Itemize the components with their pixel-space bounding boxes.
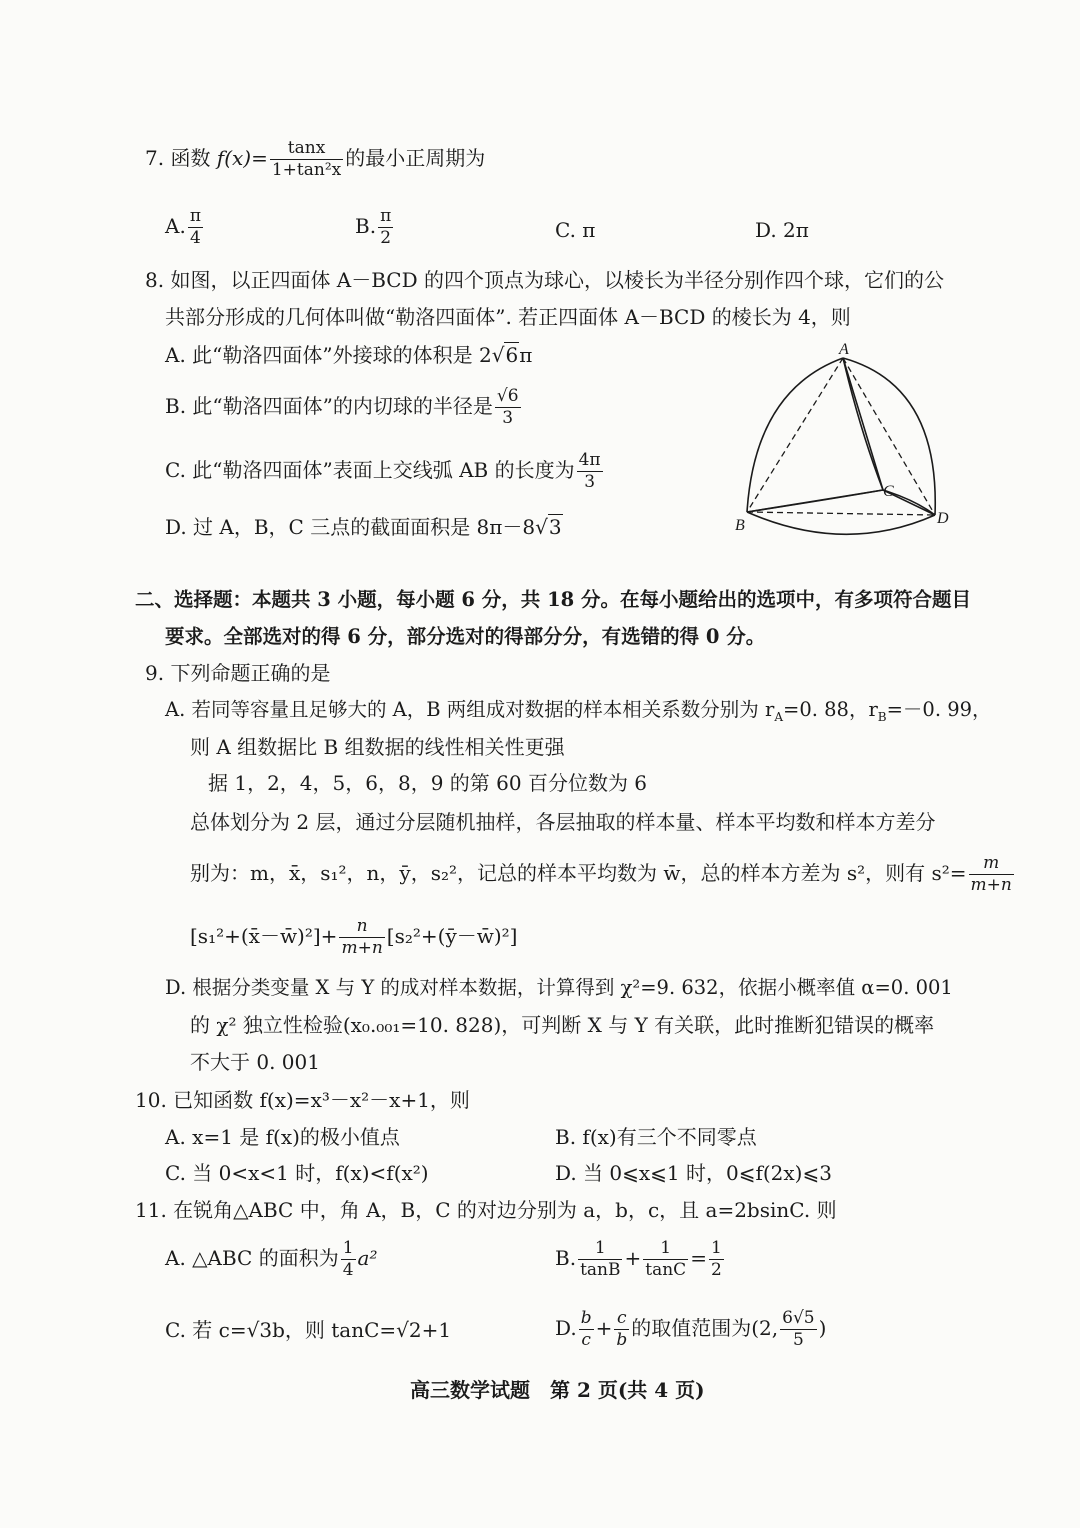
page-footer: 高三数学试题 第 2 页(共 4 页) <box>410 1378 705 1402</box>
q11-option-a: A. △ABC 的面积为 $\frac{1}{4}$ a² <box>165 1238 378 1280</box>
edge-ab <box>747 358 843 512</box>
q11-option-d: D. $\frac{b}{c}$ + $\frac{c}{b}$ 的取值范围为(2, $\frac{6√5}{5}$ ) <box>555 1308 827 1350</box>
q9-option-c-line-2: 别为：m，x̄，s₁²，n，ȳ，s₂²，记总的样本平均数为 w̄，总的样本方差为 s²，则有 s²= $\frac{m}{m+n}$ <box>190 853 1012 895</box>
vertex-label-b: B <box>735 517 745 534</box>
q8-option-a: A. 此“勒洛四面体”外接球的体积是 2√6π <box>165 343 533 367</box>
arc-bd <box>747 512 935 534</box>
q10-option-a: A. x=1 是 f(x)的极小值点 <box>165 1125 400 1149</box>
vertex-label-a: A <box>839 341 849 358</box>
q10-option-b: B. f(x)有三个不同零点 <box>555 1125 757 1149</box>
q8-line-2: 共部分形成的几何体叫做“勒洛四面体”. 若正四面体 A－BCD 的棱长为 4，则 <box>165 305 851 329</box>
vertex-label-c: C <box>883 483 894 500</box>
q9-option-d-line-3: 不大于 0. 001 <box>190 1050 320 1074</box>
q7-option-c: C. π <box>555 218 596 242</box>
q7-fraction: $\frac{\tan x}{\text{1+tan²x}}$ <box>271 138 342 180</box>
q9-option-d-line-1: D. 根据分类变量 X 与 Y 的成对样本数据，计算得到 χ²=9. 632，依据小概率值 α=0. 001 <box>165 976 953 999</box>
q11-stem: 11. 在锐角△ABC 中，角 A，B，C 的对边分别为 a，b，c，且 a=2bsinC. 则 <box>135 1198 837 1222</box>
q9-option-b: 据 1，2，4，5，6，8，9 的第 60 百分位数为 6 <box>208 771 648 795</box>
q10-option-d: D. 当 0⩽x⩽1 时，0⩽f(2x)⩽3 <box>555 1161 832 1185</box>
q9-option-a-line-2: 则 A 组数据比 B 组数据的线性相关性更强 <box>190 735 565 759</box>
q10-option-c: C. 当 0<x<1 时，f(x)<f(x²) <box>165 1161 429 1185</box>
edge-bd <box>747 512 935 515</box>
q8-option-d: D. 过 A，B，C 三点的截面面积是 8π－8√3 <box>165 515 562 539</box>
edge-ac <box>843 358 883 490</box>
q9-option-c-line-1: 总体划分为 2 层，通过分层随机抽样，各层抽取的样本量、样本平均数和样本方差分 <box>190 810 936 834</box>
reuleaux-tetrahedron-figure <box>735 340 960 540</box>
q7-option-b: B. $\frac{\pi}{2}$ <box>355 206 392 248</box>
q9-option-c-line-3: [s₁²+(x̄－w̄)²]+ $\frac{n}{m+n}$ [s₂²+(ȳ－w̄)²] <box>190 916 518 958</box>
reuleaux-tetrahedron-diagram <box>735 340 960 540</box>
q7-option-a: A. $\frac{\pi}{4}$ <box>165 206 201 248</box>
q11-option-b: B. $\frac{1}{\tan B}$ + $\frac{1}{\tan C}$ = $\frac{1}{2}$ <box>555 1238 722 1280</box>
q8-line-1: 8. 如图，以正四面体 A－BCD 的四个顶点为球心，以棱长为半径分别作四个球，它们的公 <box>145 268 945 292</box>
section-2-heading-line-2: 要求。全部选对的得 6 分，部分选对的得部分分，有选错的得 0 分。 <box>165 625 766 648</box>
q8-option-b: B. 此“勒洛四面体”的内切球的半径是 $\frac{√6}{3}$ <box>165 386 519 428</box>
q9-option-a-line-1: A. 若同等容量且足够大的 A，B 两组成对数据的样本相关系数分别为 $r_A=0$. 88，$r_B=-0$. 99， <box>165 698 992 724</box>
section-2-heading-line-1: 二、选择题：本题共 3 小题，每小题 6 分，共 18 分。在每小题给出的选项中，有多项符合题目 <box>135 588 972 611</box>
q9-option-d-line-2: 的 χ² 独立性检验(x₀.₀₀₁=10. 828)，可判断 X 与 Y 有关联，此时推断犯错误的概率 <box>190 1013 935 1037</box>
q7-stem: 7. 函数 f(x)= $\frac{\tan x}{\text{1+tan²x}}$ 的最小正周期为 <box>145 138 486 180</box>
q11-option-c: C. 若 c=√3b，则 tanC=√2+1 <box>165 1318 452 1342</box>
q8-option-c: C. 此“勒洛四面体”表面上交线弧 AB 的长度为 $\frac{4\pi}{3}$ <box>165 450 601 492</box>
q10-stem: 10. 已知函数 f(x)=x³－x²－x+1，则 <box>135 1088 470 1112</box>
edge-bc <box>747 490 883 512</box>
vertex-label-d: D <box>937 510 949 527</box>
q9-stem: 9. 下列命题正确的是 <box>145 661 331 685</box>
q7-option-d: D. 2π <box>755 218 809 242</box>
